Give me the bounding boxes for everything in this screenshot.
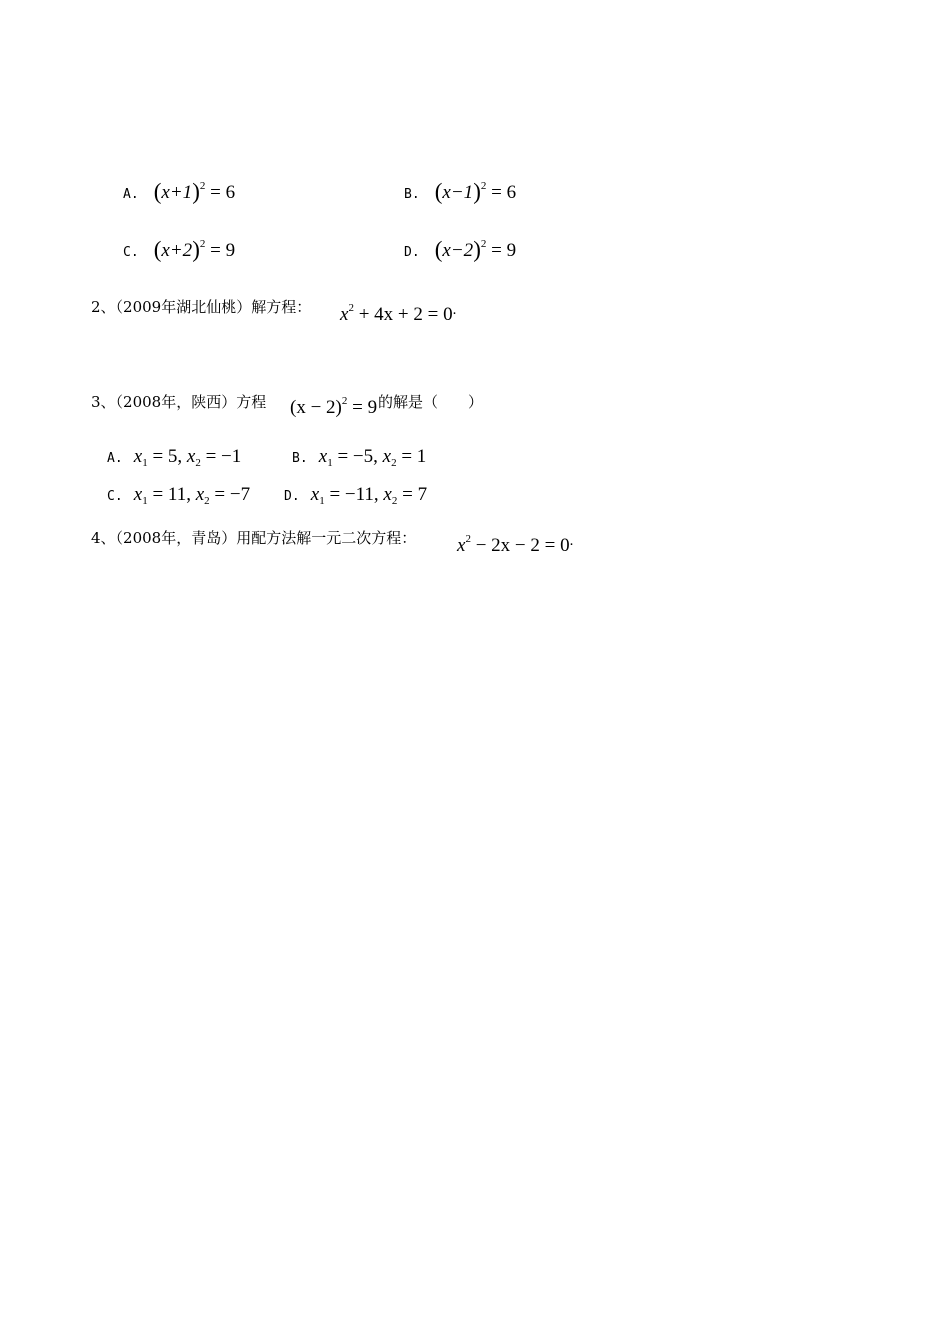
question-2-equation: $x^2 + 4x + 2 = 0^.$ [340, 302, 457, 325]
q3-option-b: B. $x_1 = -5$, $x_2 = 1$ [292, 446, 427, 469]
question-3-equation: $(x - 2)^2 = 9$ [290, 395, 378, 418]
option-rhs: 6 [506, 182, 517, 203]
option-rhs: 9 [225, 240, 236, 261]
question-2 [91, 296, 311, 317]
option-label: D. [404, 245, 420, 260]
question-3 [91, 391, 266, 412]
question-number: 3、 [91, 393, 116, 411]
question-number: 2、 [91, 298, 116, 316]
q1-option-b: B. $(x-1)^2 = 6$ [404, 179, 517, 204]
option-label: B. [292, 451, 308, 466]
question-3-suffix: 的解是（ ） [378, 393, 484, 411]
q3-option-d: D. $x_1 = -11$, $x_2 = 7$ [284, 484, 428, 507]
option-label: A. [123, 187, 139, 202]
option-expression: x−1 [442, 182, 474, 203]
option-label: B. [404, 187, 420, 202]
option-label: A. [107, 451, 123, 466]
q1-option-a: A. $(x+1)^2 = 6$ [123, 179, 236, 204]
question-number: 4、 [91, 529, 116, 547]
question-text: （2009年湖北仙桃）解方程： [115, 298, 312, 316]
q1-option-c: C. $(x+2)^2 = 9$ [123, 237, 236, 262]
question-4 [91, 527, 416, 548]
question-text: （2008年，青岛）用配方法解一元二次方程： [115, 529, 417, 547]
q1-option-d: D. $(x-2)^2 = 9$ [404, 237, 517, 262]
option-rhs: 6 [225, 182, 236, 203]
q3-option-a: A. $x_1 = 5$, $x_2 = -1$ [107, 446, 242, 469]
question-text: （2008年，陕西）方程 [115, 393, 267, 411]
option-expression: x+1 [161, 182, 193, 203]
option-label: C. [123, 245, 139, 260]
option-rhs: 9 [506, 240, 517, 261]
option-expression: x−2 [442, 240, 474, 261]
option-label: D. [284, 489, 300, 504]
question-4-equation: $x^2 - 2x - 2 = 0^.$ [457, 533, 574, 556]
option-label: C. [107, 489, 123, 504]
option-expression: x+2 [161, 240, 193, 261]
q3-option-c: C. $x_1 = 11$, $x_2 = -7$ [107, 484, 251, 507]
